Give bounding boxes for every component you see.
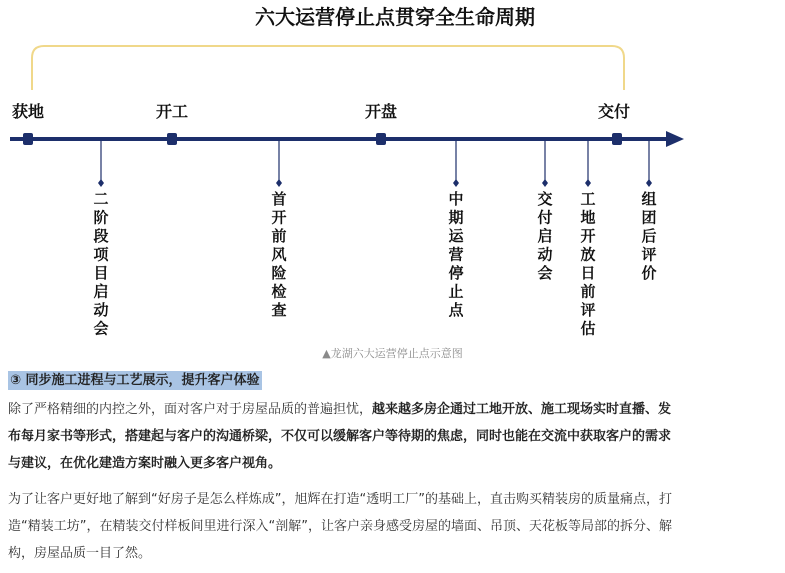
paragraph-1 xyxy=(8,396,683,477)
lifecycle-bracket xyxy=(32,46,624,90)
diagram-title: 六大运营停止点贯穿全生命周期 xyxy=(255,5,535,29)
figure-caption: ▲龙湖六大运营停止点示意图 xyxy=(322,347,463,360)
stage-label: 交付 xyxy=(597,102,631,121)
stage-marker xyxy=(376,133,386,145)
stage-label: 获地 xyxy=(11,102,45,121)
stage-marker xyxy=(167,133,177,145)
stop-point-label: 二阶段项目启动会 xyxy=(93,190,109,338)
stop-point-label: 中期运营停止点 xyxy=(448,190,464,319)
stage-label: 开盘 xyxy=(364,102,398,121)
stage-marker xyxy=(612,133,622,145)
paragraph-2: 为了让客户更好地了解到“好房子是怎么样炼成”，旭辉在打造“透明工厂”的基础上，直击购买精装房的质量痛点，打造“精装工坊”，在精装交付样板间里进行深入“剖解”，让客户亲身感受房屋的墙面、吊顶、天花板等局部的拆分、解构，房屋品质一目了然。 xyxy=(8,492,672,561)
section-heading: ③ 同步施工进程与工艺展示，提升客户体验 xyxy=(10,373,260,388)
stop-marker xyxy=(585,179,591,187)
stop-point-label: 组团后评价 xyxy=(641,190,657,282)
stop-marker xyxy=(98,179,104,187)
paragraph-1-bold: 越来越多房企通过工地开放、施工现场实时直播、发布每月家书等形式，搭建起与客户的沟通桥梁，不仅可以缓解客户等待期的焦虑，同时也能在交流中获取客户的需求与建议，在优化建造方案时融入更多客户视角。 xyxy=(8,402,672,471)
stop-marker xyxy=(646,179,652,187)
stop-point-label: 工地开放日前评估 xyxy=(580,190,596,338)
stage-label: 开工 xyxy=(155,102,189,121)
stop-marker xyxy=(276,179,282,187)
stop-marker xyxy=(453,179,459,187)
stop-marker xyxy=(542,179,548,187)
stop-point-label: 交付启动会 xyxy=(537,190,553,282)
stop-point-label: 首开前风险检查 xyxy=(271,190,287,319)
paragraph-1-normal: 除了严格精细的内控之外，面对客户对于房屋品质的普遍担忧， xyxy=(8,402,373,417)
stage-marker xyxy=(23,133,33,145)
timeline-arrowhead xyxy=(666,131,684,147)
